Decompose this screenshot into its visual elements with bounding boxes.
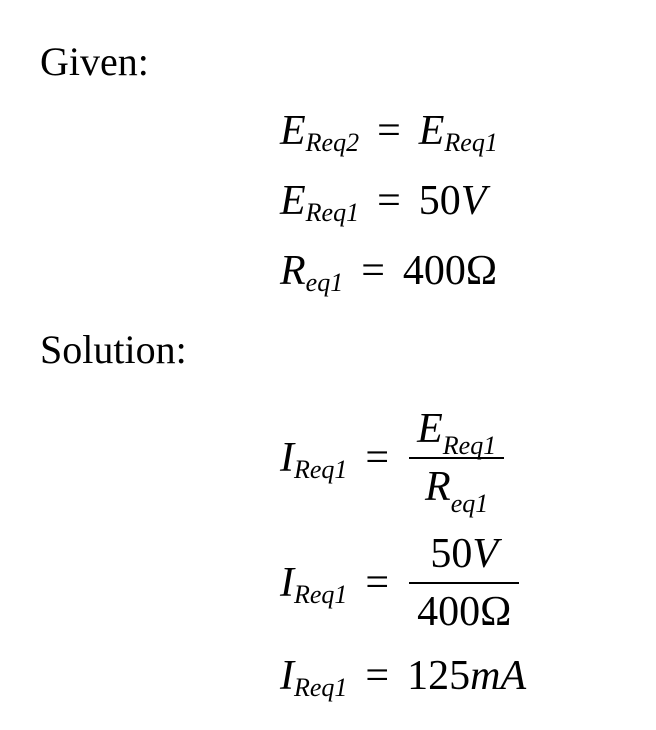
- eq-subscript: Req1: [442, 430, 497, 460]
- eq-subscript: Req2: [305, 128, 360, 157]
- fraction: [409, 405, 504, 518]
- given-heading: Given:: [40, 39, 149, 84]
- equation-solution-3: [280, 646, 526, 706]
- eq-number: 400: [417, 589, 481, 635]
- eq-subscript: Req1: [305, 198, 360, 227]
- eq-number: 400: [402, 248, 466, 294]
- eq-var: I: [280, 653, 294, 699]
- eq-var: I: [280, 435, 294, 481]
- equals-sign: =: [377, 178, 401, 224]
- equals-sign: =: [361, 248, 385, 294]
- fraction-numerator: [422, 532, 506, 576]
- eq-subscript: Req1: [294, 673, 348, 702]
- fraction-denominator: [417, 464, 496, 518]
- eq-subscript: Req1: [294, 455, 348, 484]
- solution-heading: Solution:: [40, 327, 187, 372]
- eq-subscript: eq1: [450, 489, 489, 518]
- eq-number: 50: [418, 178, 461, 224]
- fraction-numerator: [409, 405, 504, 460]
- eq-var: E: [417, 405, 443, 452]
- eq-var: E: [418, 108, 445, 154]
- equals-sign: =: [377, 108, 401, 154]
- equation-given-3: [280, 241, 497, 301]
- eq-var: E: [280, 108, 306, 154]
- eq-var: R: [280, 248, 306, 294]
- eq-unit: V: [460, 178, 487, 224]
- fraction-bar: [409, 582, 519, 584]
- eq-unit: V: [472, 530, 499, 577]
- fraction: [409, 532, 519, 634]
- eq-subscript: eq1: [305, 268, 344, 297]
- eq-unit: Ω: [480, 589, 512, 635]
- equals-sign: =: [365, 560, 390, 606]
- eq-number: 50: [430, 530, 473, 577]
- eq-subscript: Req1: [294, 580, 348, 609]
- fraction-denominator: [409, 590, 519, 634]
- equation-given-1: [280, 101, 498, 161]
- equals-sign: =: [365, 435, 390, 481]
- eq-var: E: [280, 178, 306, 224]
- eq-var: R: [425, 464, 451, 510]
- equation-solution-2: [280, 528, 519, 638]
- eq-unit: Ω: [465, 248, 498, 294]
- equation-given-2: [280, 171, 486, 231]
- eq-subscript: Req1: [444, 128, 498, 157]
- equation-solution-1: [280, 403, 504, 518]
- equals-sign: =: [365, 653, 390, 699]
- eq-var: I: [280, 560, 294, 606]
- eq-unit: mA: [470, 653, 527, 699]
- eq-number: 125: [407, 653, 471, 699]
